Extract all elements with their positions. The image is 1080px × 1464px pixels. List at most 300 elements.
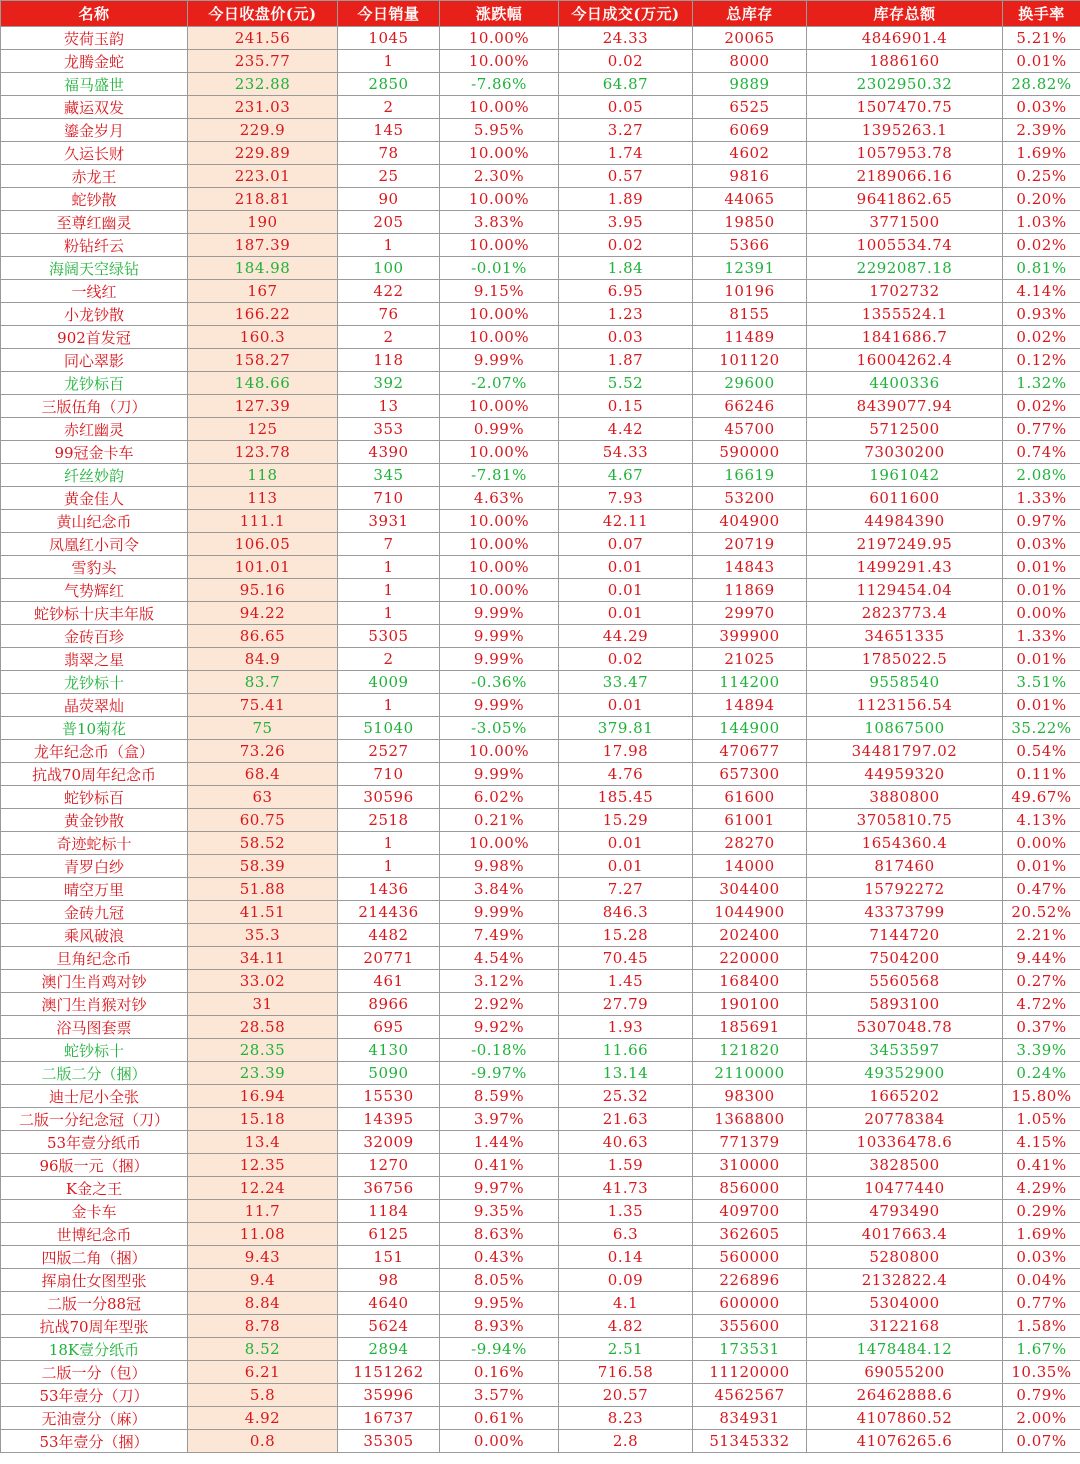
turnover-cell: 15.29 [559, 809, 693, 832]
total-stock-cell: 11120000 [693, 1361, 807, 1384]
header-change[interactable]: 涨跌幅 [440, 1, 559, 27]
stock-value-cell: 10336478.6 [807, 1131, 1003, 1154]
item-name-cell: 荧荷玉韵 [1, 27, 188, 50]
change-pct-cell: 2.30% [440, 165, 559, 188]
total-stock-cell: 657300 [693, 763, 807, 786]
volume-cell: 5090 [338, 1062, 440, 1085]
close-price-cell: 106.05 [188, 533, 338, 556]
stock-value-cell: 4107860.52 [807, 1407, 1003, 1430]
volume-cell: 1 [338, 832, 440, 855]
stock-value-cell: 1961042 [807, 464, 1003, 487]
item-name-cell: 黄山纪念币 [1, 510, 188, 533]
header-row [1, 1, 1080, 27]
item-name-cell: 二版一分纪念冠（刀） [1, 1108, 188, 1131]
change-pct-cell: 10.00% [440, 96, 559, 119]
turnover-cell: 5.52 [559, 372, 693, 395]
turnover-rate-cell: 1.69% [1003, 1223, 1080, 1246]
item-name-cell: 浴马图套票 [1, 1016, 188, 1039]
table-row[interactable] [1, 924, 1080, 947]
stock-value-cell: 4793490 [807, 1200, 1003, 1223]
table-row[interactable] [1, 165, 1080, 188]
change-pct-cell: 10.00% [440, 188, 559, 211]
total-stock-cell: 310000 [693, 1154, 807, 1177]
stock-value-cell: 1665202 [807, 1085, 1003, 1108]
volume-cell: 1 [338, 50, 440, 73]
close-price-cell: 9.43 [188, 1246, 338, 1269]
total-stock-cell: 11489 [693, 326, 807, 349]
table-row[interactable] [1, 1246, 1080, 1269]
table-row[interactable] [1, 1338, 1080, 1361]
close-price-cell: 51.88 [188, 878, 338, 901]
volume-cell: 6125 [338, 1223, 440, 1246]
volume-cell: 5305 [338, 625, 440, 648]
close-price-cell: 167 [188, 280, 338, 303]
table-row[interactable] [1, 556, 1080, 579]
volume-cell: 13 [338, 395, 440, 418]
total-stock-cell: 9816 [693, 165, 807, 188]
stock-value-cell: 2132822.4 [807, 1269, 1003, 1292]
stock-value-cell: 5280800 [807, 1246, 1003, 1269]
header-total-stock[interactable]: 总库存 [693, 1, 807, 27]
close-price-cell: 6.21 [188, 1361, 338, 1384]
header-close-price[interactable]: 今日收盘价(元) [188, 1, 338, 27]
volume-cell: 353 [338, 418, 440, 441]
turnover-rate-cell: 0.74% [1003, 441, 1080, 464]
total-stock-cell: 362605 [693, 1223, 807, 1246]
item-name-cell: 翡翠之星 [1, 648, 188, 671]
turnover-rate-cell: 0.01% [1003, 50, 1080, 73]
turnover-cell: 0.01 [559, 556, 693, 579]
turnover-cell: 27.79 [559, 993, 693, 1016]
close-price-cell: 241.56 [188, 27, 338, 50]
table-row[interactable] [1, 418, 1080, 441]
volume-cell: 118 [338, 349, 440, 372]
turnover-cell: 6.3 [559, 1223, 693, 1246]
table-row[interactable] [1, 579, 1080, 602]
turnover-cell: 1.89 [559, 188, 693, 211]
table-row[interactable] [1, 970, 1080, 993]
header-turnover[interactable]: 今日成交(万元) [559, 1, 693, 27]
table-row[interactable] [1, 303, 1080, 326]
turnover-rate-cell: 15.80% [1003, 1085, 1080, 1108]
turnover-rate-cell: 0.03% [1003, 1246, 1080, 1269]
item-name-cell: K金之王 [1, 1177, 188, 1200]
stock-value-cell: 6011600 [807, 487, 1003, 510]
total-stock-cell: 11869 [693, 579, 807, 602]
item-name-cell: 抗战70周年型张 [1, 1315, 188, 1338]
stock-value-cell: 34651335 [807, 625, 1003, 648]
close-price-cell: 125 [188, 418, 338, 441]
item-name-cell: 金卡车 [1, 1200, 188, 1223]
close-price-cell: 60.75 [188, 809, 338, 832]
total-stock-cell: 4602 [693, 142, 807, 165]
volume-cell: 1045 [338, 27, 440, 50]
table-row[interactable] [1, 671, 1080, 694]
turnover-rate-cell: 2.39% [1003, 119, 1080, 142]
total-stock-cell: 560000 [693, 1246, 807, 1269]
total-stock-cell: 51345332 [693, 1430, 807, 1453]
item-name-cell: 18K壹分纸币 [1, 1338, 188, 1361]
item-name-cell: 龙钞标十 [1, 671, 188, 694]
item-name-cell: 至尊红幽灵 [1, 211, 188, 234]
close-price-cell: 75 [188, 717, 338, 740]
turnover-cell: 3.95 [559, 211, 693, 234]
table-row[interactable] [1, 487, 1080, 510]
close-price-cell: 0.8 [188, 1430, 338, 1453]
change-pct-cell: -0.36% [440, 671, 559, 694]
turnover-rate-cell: 0.41% [1003, 1154, 1080, 1177]
table-row[interactable] [1, 395, 1080, 418]
turnover-cell: 0.14 [559, 1246, 693, 1269]
volume-cell: 25 [338, 165, 440, 188]
close-price-cell: 166.22 [188, 303, 338, 326]
turnover-rate-cell: 4.15% [1003, 1131, 1080, 1154]
stock-value-cell: 3453597 [807, 1039, 1003, 1062]
turnover-cell: 33.47 [559, 671, 693, 694]
table-row[interactable] [1, 280, 1080, 303]
table-row[interactable] [1, 1384, 1080, 1407]
item-name-cell: 二版二分（捆） [1, 1062, 188, 1085]
change-pct-cell: 8.63% [440, 1223, 559, 1246]
total-stock-cell: 144900 [693, 717, 807, 740]
change-pct-cell: 10.00% [440, 27, 559, 50]
volume-cell: 2527 [338, 740, 440, 763]
stock-value-cell: 2189066.16 [807, 165, 1003, 188]
table-row[interactable] [1, 1108, 1080, 1131]
stock-value-cell: 15792272 [807, 878, 1003, 901]
table-row[interactable] [1, 809, 1080, 832]
item-name-cell: 粉钻纤云 [1, 234, 188, 257]
change-pct-cell: 10.00% [440, 510, 559, 533]
item-name-cell: 雪豹头 [1, 556, 188, 579]
item-name-cell: 蛇钞标百 [1, 786, 188, 809]
item-name-cell: 龙腾金蛇 [1, 50, 188, 73]
total-stock-cell: 19850 [693, 211, 807, 234]
volume-cell: 15530 [338, 1085, 440, 1108]
change-pct-cell: 10.00% [440, 579, 559, 602]
table-row[interactable] [1, 1177, 1080, 1200]
volume-cell: 392 [338, 372, 440, 395]
turnover-rate-cell: 0.01% [1003, 855, 1080, 878]
turnover-cell: 2.51 [559, 1338, 693, 1361]
table-row[interactable] [1, 1223, 1080, 1246]
turnover-rate-cell: 0.47% [1003, 878, 1080, 901]
total-stock-cell: 61600 [693, 786, 807, 809]
table-row[interactable] [1, 648, 1080, 671]
stock-value-cell: 20778384 [807, 1108, 1003, 1131]
table-row[interactable] [1, 993, 1080, 1016]
table-row[interactable] [1, 1315, 1080, 1338]
volume-cell: 4130 [338, 1039, 440, 1062]
table-row[interactable] [1, 510, 1080, 533]
change-pct-cell: 0.43% [440, 1246, 559, 1269]
turnover-rate-cell: 0.00% [1003, 832, 1080, 855]
item-name-cell: 世博纪念币 [1, 1223, 188, 1246]
table-row[interactable] [1, 372, 1080, 395]
table-row[interactable] [1, 50, 1080, 73]
volume-cell: 4390 [338, 441, 440, 464]
item-name-cell: 小龙钞散 [1, 303, 188, 326]
table-row[interactable] [1, 1154, 1080, 1177]
table-row[interactable] [1, 27, 1080, 50]
table-row[interactable] [1, 625, 1080, 648]
table-row[interactable] [1, 947, 1080, 970]
change-pct-cell: 10.00% [440, 303, 559, 326]
total-stock-cell: 98300 [693, 1085, 807, 1108]
item-name-cell: 无油壹分（麻） [1, 1407, 188, 1430]
stock-value-cell: 3880800 [807, 786, 1003, 809]
total-stock-cell: 29600 [693, 372, 807, 395]
total-stock-cell: 590000 [693, 441, 807, 464]
close-price-cell: 229.9 [188, 119, 338, 142]
turnover-cell: 13.14 [559, 1062, 693, 1085]
table-row[interactable] [1, 786, 1080, 809]
total-stock-cell: 12391 [693, 257, 807, 280]
total-stock-cell: 5366 [693, 234, 807, 257]
table-row[interactable] [1, 1361, 1080, 1384]
change-pct-cell: 2.92% [440, 993, 559, 1016]
stock-value-cell: 1057953.78 [807, 142, 1003, 165]
volume-cell: 345 [338, 464, 440, 487]
table-row[interactable] [1, 257, 1080, 280]
total-stock-cell: 45700 [693, 418, 807, 441]
volume-cell: 695 [338, 1016, 440, 1039]
close-price-cell: 84.9 [188, 648, 338, 671]
change-pct-cell: -0.18% [440, 1039, 559, 1062]
stock-value-cell: 1355524.1 [807, 303, 1003, 326]
table-row[interactable] [1, 96, 1080, 119]
close-price-cell: 58.39 [188, 855, 338, 878]
volume-cell: 145 [338, 119, 440, 142]
item-name-cell: 澳门生肖鸡对钞 [1, 970, 188, 993]
item-name-cell: 黄金佳人 [1, 487, 188, 510]
table-row[interactable] [1, 119, 1080, 142]
table-row[interactable] [1, 1016, 1080, 1039]
item-name-cell: 53年壹分（刀） [1, 1384, 188, 1407]
close-price-cell: 23.39 [188, 1062, 338, 1085]
turnover-rate-cell: 0.02% [1003, 326, 1080, 349]
volume-cell: 32009 [338, 1131, 440, 1154]
item-name-cell: 金砖九冠 [1, 901, 188, 924]
change-pct-cell: 3.57% [440, 1384, 559, 1407]
turnover-rate-cell: 0.81% [1003, 257, 1080, 280]
table-row[interactable] [1, 1039, 1080, 1062]
volume-cell: 3931 [338, 510, 440, 533]
item-name-cell: 凤凰红小司令 [1, 533, 188, 556]
total-stock-cell: 28270 [693, 832, 807, 855]
turnover-rate-cell: 0.01% [1003, 648, 1080, 671]
close-price-cell: 231.03 [188, 96, 338, 119]
turnover-cell: 0.02 [559, 648, 693, 671]
change-pct-cell: 10.00% [440, 50, 559, 73]
close-price-cell: 123.78 [188, 441, 338, 464]
item-name-cell: 96版一元（捆） [1, 1154, 188, 1177]
total-stock-cell: 173531 [693, 1338, 807, 1361]
total-stock-cell: 8000 [693, 50, 807, 73]
table-row[interactable] [1, 349, 1080, 372]
table-row[interactable] [1, 694, 1080, 717]
turnover-rate-cell: 0.25% [1003, 165, 1080, 188]
table-row[interactable] [1, 211, 1080, 234]
close-price-cell: 8.78 [188, 1315, 338, 1338]
volume-cell: 1436 [338, 878, 440, 901]
turnover-rate-cell: 2.00% [1003, 1407, 1080, 1430]
table-row[interactable] [1, 188, 1080, 211]
volume-cell: 51040 [338, 717, 440, 740]
table-row[interactable] [1, 717, 1080, 740]
total-stock-cell: 185691 [693, 1016, 807, 1039]
item-name-cell: 金砖百珍 [1, 625, 188, 648]
turnover-cell: 7.27 [559, 878, 693, 901]
table-row[interactable] [1, 326, 1080, 349]
turnover-rate-cell: 0.02% [1003, 234, 1080, 257]
table-row[interactable] [1, 1292, 1080, 1315]
volume-cell: 1184 [338, 1200, 440, 1223]
turnover-rate-cell: 0.93% [1003, 303, 1080, 326]
total-stock-cell: 6525 [693, 96, 807, 119]
stock-value-cell: 4017663.4 [807, 1223, 1003, 1246]
change-pct-cell: 6.02% [440, 786, 559, 809]
stock-value-cell: 1507470.75 [807, 96, 1003, 119]
table-row[interactable] [1, 142, 1080, 165]
table-row[interactable] [1, 464, 1080, 487]
close-price-cell: 28.58 [188, 1016, 338, 1039]
change-pct-cell: 3.12% [440, 970, 559, 993]
stock-value-cell: 2292087.18 [807, 257, 1003, 280]
table-row[interactable] [1, 740, 1080, 763]
change-pct-cell: 10.00% [440, 832, 559, 855]
volume-cell: 2 [338, 96, 440, 119]
turnover-cell: 44.29 [559, 625, 693, 648]
total-stock-cell: 21025 [693, 648, 807, 671]
stock-value-cell: 5560568 [807, 970, 1003, 993]
change-pct-cell: 10.00% [440, 556, 559, 579]
total-stock-cell: 856000 [693, 1177, 807, 1200]
volume-cell: 2 [338, 326, 440, 349]
item-name-cell: 53年壹分纸币 [1, 1131, 188, 1154]
turnover-rate-cell: 1.33% [1003, 625, 1080, 648]
item-name-cell: 藏运双发 [1, 96, 188, 119]
stock-value-cell: 3122168 [807, 1315, 1003, 1338]
header-stock-value[interactable]: 库存总额 [807, 1, 1003, 27]
stock-value-cell: 10477440 [807, 1177, 1003, 1200]
turnover-rate-cell: 0.27% [1003, 970, 1080, 993]
table-row[interactable] [1, 1269, 1080, 1292]
table-row[interactable] [1, 1131, 1080, 1154]
table-row[interactable] [1, 234, 1080, 257]
close-price-cell: 218.81 [188, 188, 338, 211]
turnover-rate-cell: 0.54% [1003, 740, 1080, 763]
table-row[interactable] [1, 441, 1080, 464]
table-row[interactable] [1, 1085, 1080, 1108]
total-stock-cell: 20719 [693, 533, 807, 556]
total-stock-cell: 29970 [693, 602, 807, 625]
table-row[interactable] [1, 878, 1080, 901]
total-stock-cell: 168400 [693, 970, 807, 993]
turnover-cell: 4.1 [559, 1292, 693, 1315]
volume-cell: 90 [338, 188, 440, 211]
close-price-cell: 127.39 [188, 395, 338, 418]
change-pct-cell: 10.00% [440, 395, 559, 418]
turnover-rate-cell: 0.03% [1003, 96, 1080, 119]
table-row[interactable] [1, 855, 1080, 878]
turnover-cell: 1.84 [559, 257, 693, 280]
header-turnover-rate[interactable]: 换手率 [1003, 1, 1080, 27]
turnover-cell: 0.05 [559, 96, 693, 119]
volume-cell: 1270 [338, 1154, 440, 1177]
close-price-cell: 83.7 [188, 671, 338, 694]
total-stock-cell: 44065 [693, 188, 807, 211]
turnover-cell: 25.32 [559, 1085, 693, 1108]
header-volume[interactable]: 今日销量 [338, 1, 440, 27]
stock-value-cell: 44984390 [807, 510, 1003, 533]
total-stock-cell: 61001 [693, 809, 807, 832]
change-pct-cell: -9.94% [440, 1338, 559, 1361]
change-pct-cell: -7.86% [440, 73, 559, 96]
turnover-rate-cell: 0.00% [1003, 602, 1080, 625]
total-stock-cell: 600000 [693, 1292, 807, 1315]
table-row[interactable] [1, 533, 1080, 556]
turnover-rate-cell: 0.03% [1003, 533, 1080, 556]
turnover-rate-cell: 3.39% [1003, 1039, 1080, 1062]
table-row[interactable] [1, 73, 1080, 96]
change-pct-cell: 3.83% [440, 211, 559, 234]
table-row[interactable] [1, 1200, 1080, 1223]
total-stock-cell: 409700 [693, 1200, 807, 1223]
turnover-cell: 3.27 [559, 119, 693, 142]
table-row[interactable] [1, 1062, 1080, 1085]
stock-value-cell: 10867500 [807, 717, 1003, 740]
volume-cell: 36756 [338, 1177, 440, 1200]
table-body [1, 27, 1080, 1453]
turnover-cell: 1.23 [559, 303, 693, 326]
turnover-rate-cell: 0.01% [1003, 556, 1080, 579]
close-price-cell: 229.89 [188, 142, 338, 165]
close-price-cell: 86.65 [188, 625, 338, 648]
total-stock-cell: 121820 [693, 1039, 807, 1062]
item-name-cell: 气势辉红 [1, 579, 188, 602]
stock-value-cell: 9641862.65 [807, 188, 1003, 211]
close-price-cell: 11.7 [188, 1200, 338, 1223]
table-row[interactable] [1, 763, 1080, 786]
turnover-rate-cell: 28.82% [1003, 73, 1080, 96]
volume-cell: 1 [338, 602, 440, 625]
item-name-cell: 久运长财 [1, 142, 188, 165]
turnover-cell: 0.02 [559, 50, 693, 73]
table-row[interactable] [1, 1430, 1080, 1453]
close-price-cell: 13.4 [188, 1131, 338, 1154]
close-price-cell: 118 [188, 464, 338, 487]
stock-value-cell: 4846901.4 [807, 27, 1003, 50]
table-row[interactable] [1, 832, 1080, 855]
turnover-rate-cell: 2.21% [1003, 924, 1080, 947]
close-price-cell: 94.22 [188, 602, 338, 625]
table-row[interactable] [1, 901, 1080, 924]
table-row[interactable] [1, 1407, 1080, 1430]
stock-value-cell: 5304000 [807, 1292, 1003, 1315]
total-stock-cell: 14894 [693, 694, 807, 717]
turnover-cell: 7.93 [559, 487, 693, 510]
turnover-cell: 0.57 [559, 165, 693, 188]
volume-cell: 8966 [338, 993, 440, 1016]
table-row[interactable] [1, 602, 1080, 625]
change-pct-cell: 8.93% [440, 1315, 559, 1338]
close-price-cell: 34.11 [188, 947, 338, 970]
change-pct-cell: 0.61% [440, 1407, 559, 1430]
total-stock-cell: 202400 [693, 924, 807, 947]
turnover-rate-cell: 0.04% [1003, 1269, 1080, 1292]
header-name[interactable]: 名称 [1, 1, 188, 27]
